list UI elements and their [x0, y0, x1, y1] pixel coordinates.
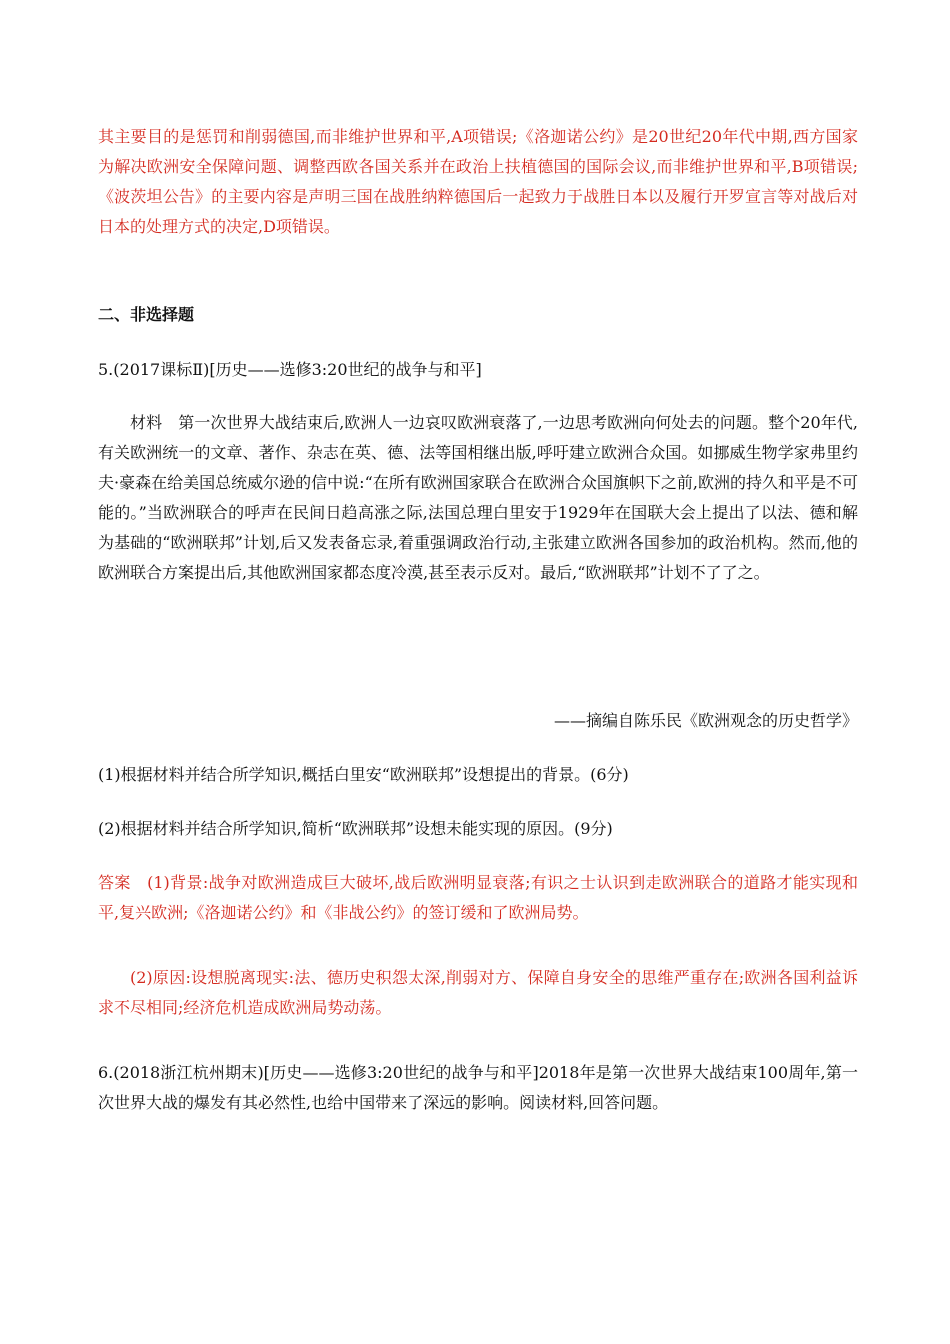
question-5-material: 材料 第一次世界大战结束后,欧洲人一边哀叹欧洲衰落了,一边思考欧洲向何处去的问题。整个20年代,有关欧洲统一的文章、著作、杂志在英、德、法等国相继出版,呼吁建立欧洲合众国。如挪威生物学家弗里约夫·豪森在给美国总统威尔逊的信中说:“在所有欧洲国家联合在欧洲合众国旗帜下之前,欧洲的持久和平是不可能的。”当欧洲联合的呼声在民间日趋高涨之际,法国总理白里安于1929年在国联大会上提出了以法、德和解为基础的“欧洲联邦”计划,后又发表备忘录,着重强调政治行动,主张建立欧洲各国参加的政治机构。然而,他的欧洲联合方案提出后,其他欧洲国家都态度冷漠,甚至表示反对。最后,“欧洲联邦”计划不了了之。 [98, 413, 858, 582]
question-5-answer-1: 答案 (1)背景:战争对欧洲造成巨大破坏,战后欧洲明显衰落;有识之士认识到走欧洲联合的道路才能实现和平,复兴欧洲;《洛迦诺公约》和《非战公约》的签订缓和了欧洲局势。 [98, 873, 858, 922]
question-5-answer-2: (2)原因:设想脱离现实:法、德历史积怨太深,削弱对方、保障自身安全的思维严重存在;欧洲各国利益诉求不尽相同;经济危机造成欧洲局势动荡。 [98, 968, 858, 1017]
question-5-sub1: (1)根据材料并结合所学知识,概括白里安“欧洲联邦”设想提出的背景。(6分) [98, 765, 629, 784]
question-6-header: 6.(2018浙江杭州期末)[历史——选修3:20世纪的战争与和平]2018年是第一次世界大战结束100周年,第一次世界大战的爆发有其必然性,也给中国带来了深远的影响。阅读材料,回答问题。 [98, 1063, 858, 1112]
section-heading: 二、非选择题 [98, 305, 195, 324]
question-5-sub2: (2)根据材料并结合所学知识,简析“欧洲联邦”设想未能实现的原因。(9分) [98, 819, 613, 838]
answer-continuation: 其主要目的是惩罚和削弱德国,而非维护世界和平,A项错误;《洛迦诺公约》是20世纪20年代中期,西方国家为解决欧洲安全保障问题、调整西欧各国关系并在政治上扶植德国的国际会议,而非维护世界和平,B项错误;《波茨坦公告》的主要内容是声明三国在战胜纳粹德国后一起致力于战胜日本以及履行开罗宣言等对战后对日本的处理方式的决定,D项错误。 [98, 127, 858, 236]
material-source: ——摘编自陈乐民《欧洲观念的历史哲学》 [553, 711, 858, 730]
question-5-header: 5.(2017课标Ⅱ)[历史——选修3:20世纪的战争与和平] [98, 360, 482, 379]
